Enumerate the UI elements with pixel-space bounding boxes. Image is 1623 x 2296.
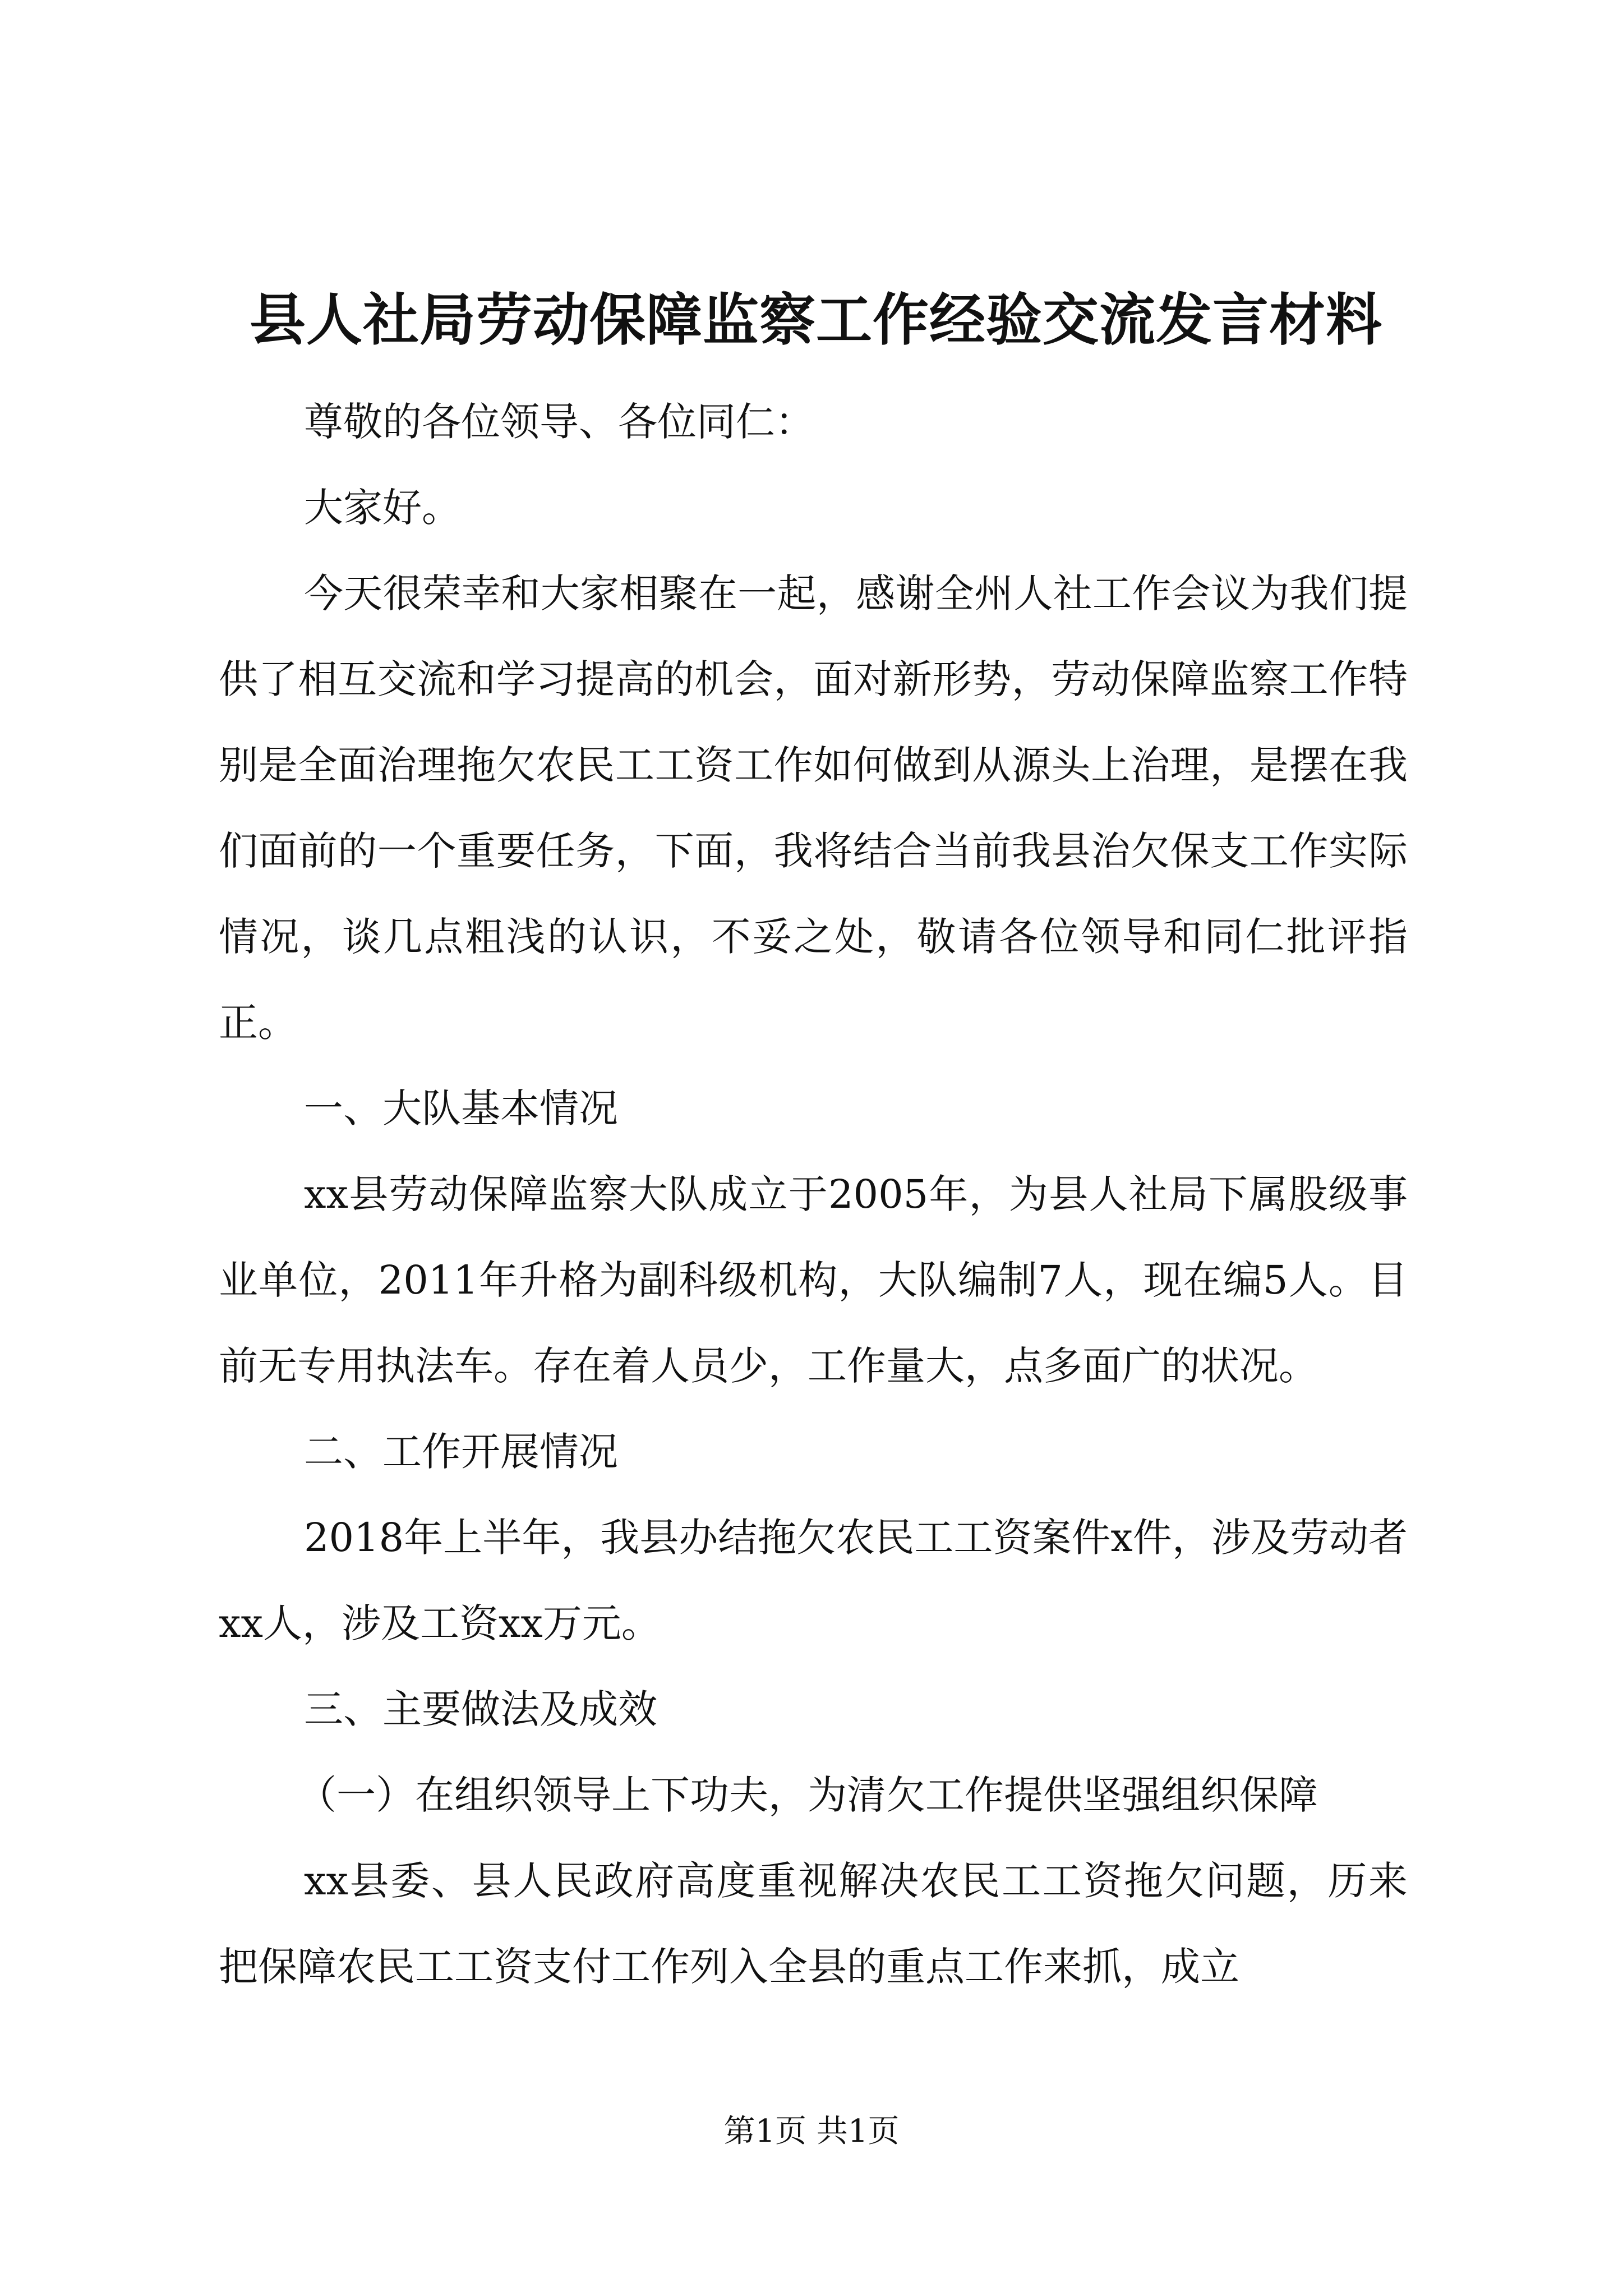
section-heading-3: 三、主要做法及成效	[304, 1686, 657, 1732]
document-title: 县人社局劳动保障监察工作经验交流发言材料	[250, 287, 1382, 353]
intro-paragraph: 今天很荣幸和大家相聚在一起，感谢全州人社工作会议为我们提供了相互交流和学习提高的机会，面对新形势，劳动保障监察工作特别是全面治理拖欠农民工工资工作如何做到从源头上治理，是摆在我们面前的一个重要任务，下面，我将结合当前我县治欠保支工作实际情况，谈几点粗浅的认识，不妥之处，敬请各位领导和同仁批评指正。	[219, 570, 1408, 1046]
paragraph-work-progress: 2018年上半年，我县办结拖欠农民工工资案件x件，涉及劳动者xx人，涉及工资xx万元。	[219, 1515, 1408, 1646]
salutation: 尊敬的各位领导、各位同仁：	[304, 399, 814, 445]
sub-heading-1: （一）在组织领导上下功夫，为清欠工作提供坚强组织保障	[297, 1772, 1318, 1818]
page-footer	[0, 2109, 1623, 2154]
paragraph-organization: xx县委、县人民政府高度重视解决农民工工资拖欠问题，历来把保障农民工工资支付工作列入全县的重点工作来抓，成立	[219, 1858, 1408, 1990]
section-heading-1: 一、大队基本情况	[304, 1085, 618, 1131]
paragraph-basic-situation: xx县劳动保障监察大队成立于2005年，为县人社局下属股级事业单位，2011年升格为副科级机构，大队编制7人，现在编5人。目前无专用执法车。存在着人员少，工作量大，点多面广的状况。	[219, 1171, 1408, 1389]
greeting: 大家好。	[304, 485, 461, 531]
section-heading-2: 二、工作开展情况	[304, 1429, 618, 1475]
document-body	[219, 379, 1408, 2010]
page-number: 第1页 共1页	[723, 2113, 900, 2150]
